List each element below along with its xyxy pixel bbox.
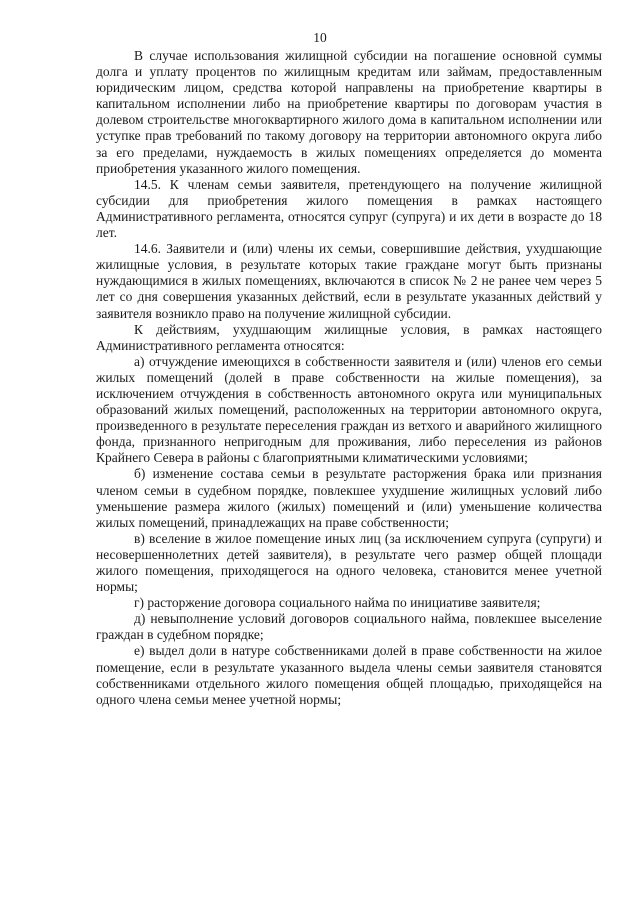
list-item-b: б) изменение состава семьи в результате расторжения брака или признания членом семьи в судебном порядке, повлекшее ухудшение жилищных условий либо уменьшение размера жилого (жилых) помещений и (или) уменьшение количества жилых помещений, принадлежащих на праве собственности; bbox=[96, 466, 602, 530]
list-item-g: г) расторжение договора социального найма по инициативе заявителя; bbox=[134, 595, 541, 611]
paragraph-14-6: 14.6. Заявители и (или) члены их семьи, совершившие действия, ухудшающие жилищные условия, в результате которых такие граждане могут быть признаны нуждающимися в жилых помещениях, включаются в список № 2 не ранее чем через 5 лет со дня совершения указанных действий, если в результате указанных действий у заявителя возникло право на получение жилищной субсидии. bbox=[96, 241, 602, 321]
list-item-a: а) отчуждение имеющихся в собственности заявителя и (или) членов его семьи жилых помещений (долей в праве собственности на жилые помещения), за исключением отчуждения в собственность автономного округа или муниципальных образований жилых помещений, расположенных на территории автономного округа, произведенного в результате переселения граждан из ветхого и аварийного жилищного фонда, признанного непригодным для проживания, либо переселения из районов Крайнего Севера в районы с благоприятными климатическими условиями; bbox=[96, 353, 602, 466]
paragraph-subsidy-mortgage: В случае использования жилищной субсидии на погашение основной суммы долга и уплату процентов по жилищным кредитам или займам, предоставленным юридическим лицом, средства которой направлены на приобретение квартиры в капитальном исполнении либо на приобретение квартиры по договорам участия в долевом строительстве многоквартирного жилого дома в капитальном исполнении или уступке прав требований по такому договору на территории автономного округа либо за его пределами, нуждаемость в жилых помещениях определяется до момента приобретения указанного жилого помещения. bbox=[96, 48, 602, 176]
list-item-v: в) вселение в жилое помещение иных лиц (за исключением супруга (супруги) и несовершеннолетних детей заявителя), в результате чего размер общей площади жилого помещения, приходящегося на одного человека, становится менее учетной нормы; bbox=[96, 530, 602, 595]
page-number: 10 bbox=[313, 30, 327, 45]
paragraph-actions-intro: К действиям, ухудшающим жилищные условия, в рамках настоящего Административного регламента относятся: bbox=[96, 321, 602, 353]
list-item-e: е) выдел доли в натуре собственниками долей в праве собственности на жилое помещение, если в результате указанного выдела члены семьи заявителя становятся собственниками отдельного жилого помещения общей площадью, приходящейся на одного члена семьи менее учетной нормы; bbox=[96, 643, 602, 707]
list-item-d: д) невыполнение условий договоров социального найма, повлекшее выселение граждан в судебном порядке; bbox=[96, 611, 602, 643]
paragraph-14-5: 14.5. К членам семьи заявителя, претендующего на получение жилищной субсидии для приобретения жилого помещения в рамках настоящего Административного регламента, относятся супруг (супруга) и их дети в возрасте до 18 лет. bbox=[96, 176, 602, 241]
document-body bbox=[96, 48, 602, 708]
